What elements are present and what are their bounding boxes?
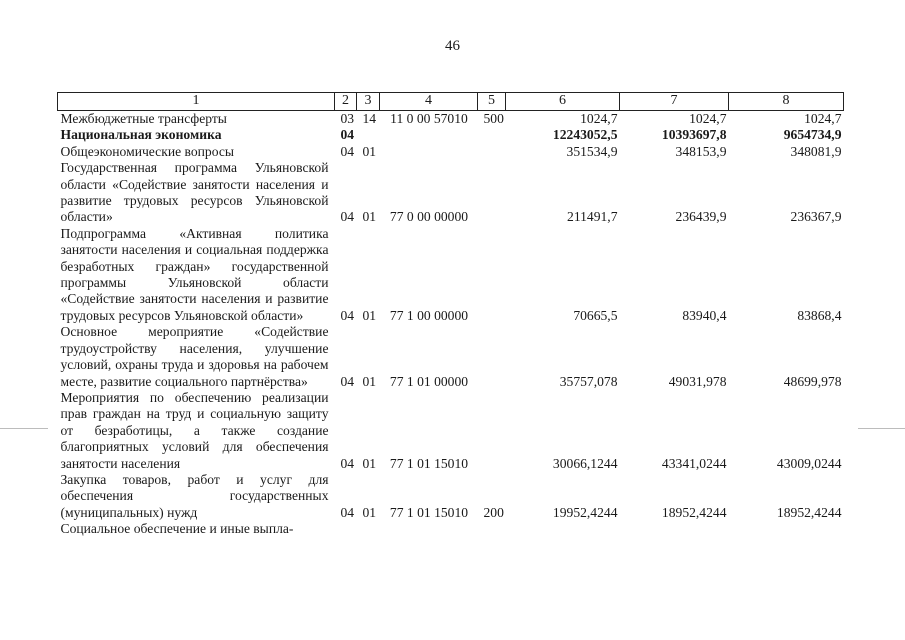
- table-row: [58, 111, 844, 128]
- row-amount-year2: 43341,0244: [661, 455, 727, 471]
- row-section: 04: [340, 504, 355, 520]
- row-amount-year3: 348081,9: [790, 143, 842, 159]
- row-section: [335, 521, 357, 537]
- row-expense-type: 200: [483, 504, 504, 520]
- row-amount-year1: 35757,078: [559, 373, 618, 389]
- row-name: Государственная программа Ульяновской области «Содействие занятости населения и развитие трудовых ресурсов Ульяновской области»: [60, 160, 329, 225]
- row-target-article: 77 0 00 00000: [389, 209, 469, 225]
- table-row: [58, 472, 844, 521]
- row-section: 04: [340, 209, 355, 225]
- row-target-article: [380, 127, 478, 143]
- row-amount-year3: 9654734,9: [783, 127, 842, 143]
- row-amount-year1: 19952,4244: [552, 504, 618, 520]
- row-target-article: 77 1 01 00000: [389, 373, 469, 389]
- row-subsection: 14: [362, 111, 377, 126]
- row-amount-year2: 236439,9: [675, 209, 727, 225]
- row-subsection: [357, 521, 380, 537]
- table-row: [58, 127, 844, 143]
- row-expense-type: [478, 324, 506, 390]
- row-name: Закупка товаров, работ и услуг для обеспечения государственных (муниципальных) нужд: [60, 471, 329, 520]
- row-expense-type: [478, 521, 506, 537]
- row-subsection: 01: [362, 143, 377, 159]
- row-expense-type: 500: [483, 111, 504, 126]
- row-section: 04: [340, 127, 355, 143]
- table-row: [58, 390, 844, 472]
- row-name: Основное мероприятие «Содействие трудоустройству населения, улучшение условий, охраны труда и здоровья на рабочем месте, развитие социального партнёрства»: [60, 324, 329, 389]
- row-amount-year2: 348153,9: [675, 143, 727, 159]
- header-col-8: 8: [729, 93, 844, 111]
- row-name: Подпрограмма «Активная политика занятости населения и социальная поддержка безработных граждан» государственной программы Ульяновской области «Содействие занятости населения и развитие трудовых ресурсов Ульяновской области»: [60, 225, 329, 323]
- table-row: [58, 324, 844, 390]
- scan-artifact: [858, 428, 905, 429]
- table-row: [58, 144, 844, 160]
- row-section: 03: [340, 111, 355, 126]
- row-amount-year3: 236367,9: [790, 209, 842, 225]
- row-target-article: 77 1 01 15010: [389, 504, 469, 520]
- row-amount-year1: 70665,5: [573, 307, 618, 323]
- row-subsection: 01: [362, 455, 377, 471]
- row-section: 04: [340, 455, 355, 471]
- row-amount-year2: 10393697,8: [661, 127, 727, 143]
- row-subsection: 01: [362, 209, 377, 225]
- budget-table: [57, 92, 844, 538]
- row-amount-year1: 12243052,5: [552, 127, 618, 143]
- header-col-3: 3: [357, 93, 380, 111]
- row-amount-year3: 48699,978: [783, 373, 842, 389]
- row-amount-year2: 49031,978: [668, 373, 727, 389]
- row-subsection: [357, 127, 380, 143]
- row-target-article: [380, 144, 478, 160]
- header-col-7: 7: [620, 93, 729, 111]
- row-expense-type: [478, 127, 506, 143]
- row-amount-year1: [506, 521, 620, 537]
- row-expense-type: [478, 390, 506, 472]
- row-name: Общеэкономические вопросы: [60, 143, 235, 159]
- row-section: 04: [340, 373, 355, 389]
- table-row: [58, 521, 844, 537]
- header-col-2: 2: [335, 93, 357, 111]
- header-col-5: 5: [478, 93, 506, 111]
- row-amount-year2: 83940,4: [682, 307, 727, 323]
- header-col-4: 4: [380, 93, 478, 111]
- row-amount-year3: 1024,7: [804, 111, 842, 126]
- row-name: Мероприятия по обеспечению реализации прав граждан на труд и социальную защиту от безработицы, а также создание благоприятных условий для обеспечения занятости населения: [60, 389, 329, 471]
- header-col-1: 1: [58, 93, 335, 111]
- row-subsection: 01: [362, 504, 377, 520]
- row-target-article: [380, 521, 478, 537]
- column-number-header: [58, 93, 844, 111]
- table-row: [58, 226, 844, 324]
- row-section: 04: [340, 143, 355, 159]
- row-section: 04: [340, 307, 355, 323]
- row-subsection: 01: [362, 307, 377, 323]
- row-amount-year3: [729, 521, 844, 537]
- row-amount-year2: 18952,4244: [661, 504, 727, 520]
- row-target-article: 77 1 00 00000: [389, 307, 469, 323]
- page-number: 46: [445, 38, 460, 54]
- row-amount-year1: 1024,7: [580, 111, 618, 126]
- row-target-article: 11 0 00 57010: [390, 111, 468, 126]
- table-row: [58, 160, 844, 226]
- row-expense-type: [478, 160, 506, 226]
- row-amount-year3: 18952,4244: [776, 504, 842, 520]
- row-amount-year3: 43009,0244: [776, 455, 842, 471]
- row-subsection: 01: [362, 373, 377, 389]
- row-amount-year3: 83868,4: [797, 307, 842, 323]
- row-amount-year1: 351534,9: [566, 143, 618, 159]
- row-amount-year2: [620, 521, 729, 537]
- scan-artifact: [0, 428, 48, 429]
- row-expense-type: [478, 144, 506, 160]
- row-amount-year1: 211491,7: [567, 209, 618, 225]
- row-target-article: 77 1 01 15010: [389, 455, 469, 471]
- row-expense-type: [478, 226, 506, 324]
- row-name: Социальное обеспечение и иные выпла-: [60, 521, 294, 537]
- header-col-6: 6: [506, 93, 620, 111]
- row-name: Национальная экономика: [60, 127, 222, 143]
- row-amount-year1: 30066,1244: [552, 455, 618, 471]
- row-amount-year2: 1024,7: [689, 111, 727, 126]
- row-name: Межбюджетные трансферты: [60, 111, 227, 126]
